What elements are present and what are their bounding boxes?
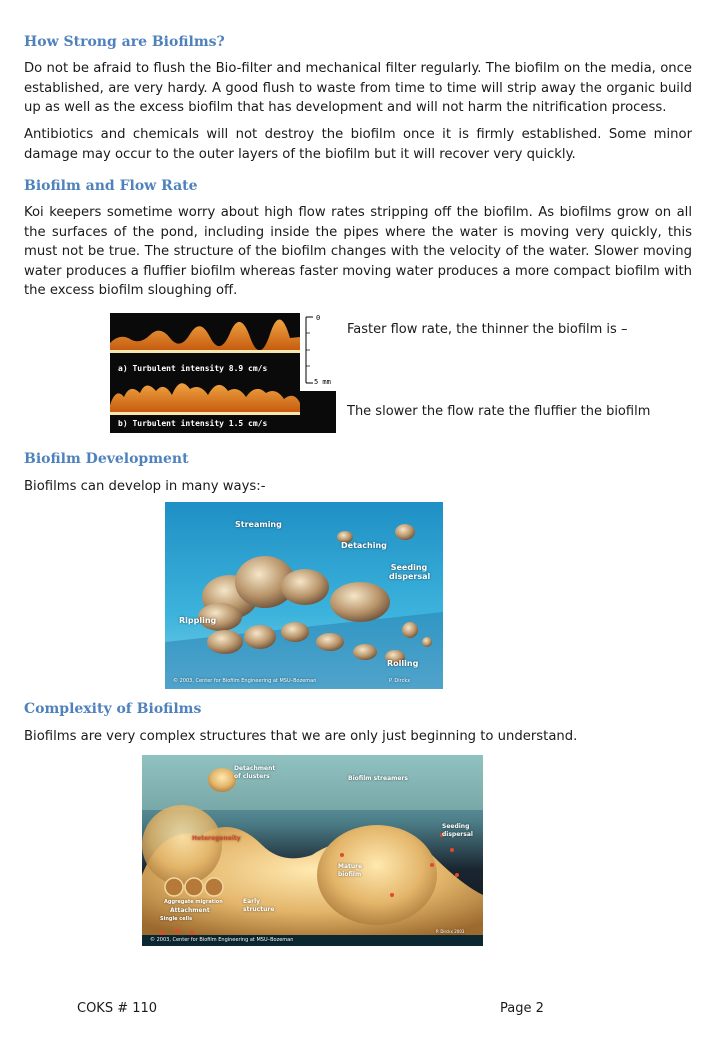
heading-biofilm-complexity: Complexity of Biofilms: [24, 701, 202, 717]
label-single-cells: Single cells: [160, 916, 193, 922]
paragraph-flow-rate: Koi keepers sometime worry about high flow rates stripping off the biofilm. As biofilms grow on all the surfaces of the pond, including inside the pipes where the water is moving very quickly, this must not be true. The structure of the biofilm changes with the velocity of the water. Slower moving water produces a fluffier biofilm whereas faster moving water produces a more compact biofilm with the excess biofilm sloughing off.: [24, 205, 692, 298]
paragraph-develop-ways: Biofilms can develop in many ways:-: [24, 479, 266, 494]
figure-label-turbulent-low: b) Turbulent intensity 1.5 cm/s: [118, 419, 268, 428]
label-seeding-dispersal: Seeding dispersal: [442, 823, 473, 838]
figure-artist: P. Dirckx: [389, 678, 411, 684]
label-streaming: Streaming: [235, 520, 282, 529]
paragraph-antibiotics: Antibiotics and chemicals will not destroy the biofilm once it is firmly established. Some minor damage may occur to the outer layers of the biofilm but it will recover very quickly.: [24, 127, 692, 162]
flow-rate-figure: [110, 313, 336, 433]
caption-faster-flow: Faster flow rate, the thinner the biofilm is –: [347, 322, 628, 337]
label-seeding-dispersal: Seeding dispersal: [389, 563, 431, 581]
label-detachment-clusters: Detachment of clusters: [234, 765, 276, 780]
heading-biofilm-strength: How Strong are Biofilms?: [24, 34, 225, 50]
scale-label-top: 0: [316, 314, 321, 322]
figure-credit: © 2003, Center for Biofilm Engineering at MSU–Bozeman: [150, 937, 294, 943]
paragraph-flush-filter: Do not be afraid to flush the Bio-filter and mechanical filter regularly. The biofilm on the media, once established, are very hardy. A good flush to waste from time to time will strip away the organic build up as well as the excess biofilm that has development and will not harm the nitrification process.: [24, 61, 692, 115]
label-rippling: Rippling: [179, 616, 217, 625]
figure-credit: © 2003, Center for Biofilm Engineering at MSU–Bozeman: [173, 678, 317, 684]
biofilm-complexity-image: [142, 755, 483, 946]
caption-slower-flow: The slower the flow rate the fluffier the biofilm: [347, 404, 651, 419]
label-early-structure: Early structure: [243, 898, 275, 913]
figure-label-turbulent-high: a) Turbulent intensity 8.9 cm/s: [118, 364, 268, 373]
label-biofilm-streamers: Biofilm streamers: [348, 775, 408, 782]
heading-biofilm-development: Biofilm Development: [24, 451, 189, 467]
scale-label-bottom: 5 mm: [314, 378, 331, 386]
biofilm-development-figure: [165, 502, 443, 689]
figure-artist: P. Dirckx 2003: [436, 929, 465, 934]
heading-flow-rate: Biofilm and Flow Rate: [24, 178, 198, 194]
paragraph-complex-structures: Biofilms are very complex structures that we are only just beginning to understand.: [24, 729, 578, 744]
footer-document-id: COKS # 110: [77, 1001, 158, 1016]
label-mature-biofilm: Mature biofilm: [338, 863, 363, 878]
label-detaching: Detaching: [341, 541, 387, 550]
flow-rate-image: [110, 313, 336, 433]
footer-page-number: Page 2: [500, 1001, 544, 1016]
label-aggregate-migration: Aggregate migration: [164, 899, 223, 905]
label-heterogeneity: Heterogeneity: [192, 835, 241, 842]
label-rolling: Rolling: [387, 659, 419, 668]
label-attachment: Attachment: [170, 907, 210, 914]
biofilm-complexity-figure: [142, 755, 483, 946]
